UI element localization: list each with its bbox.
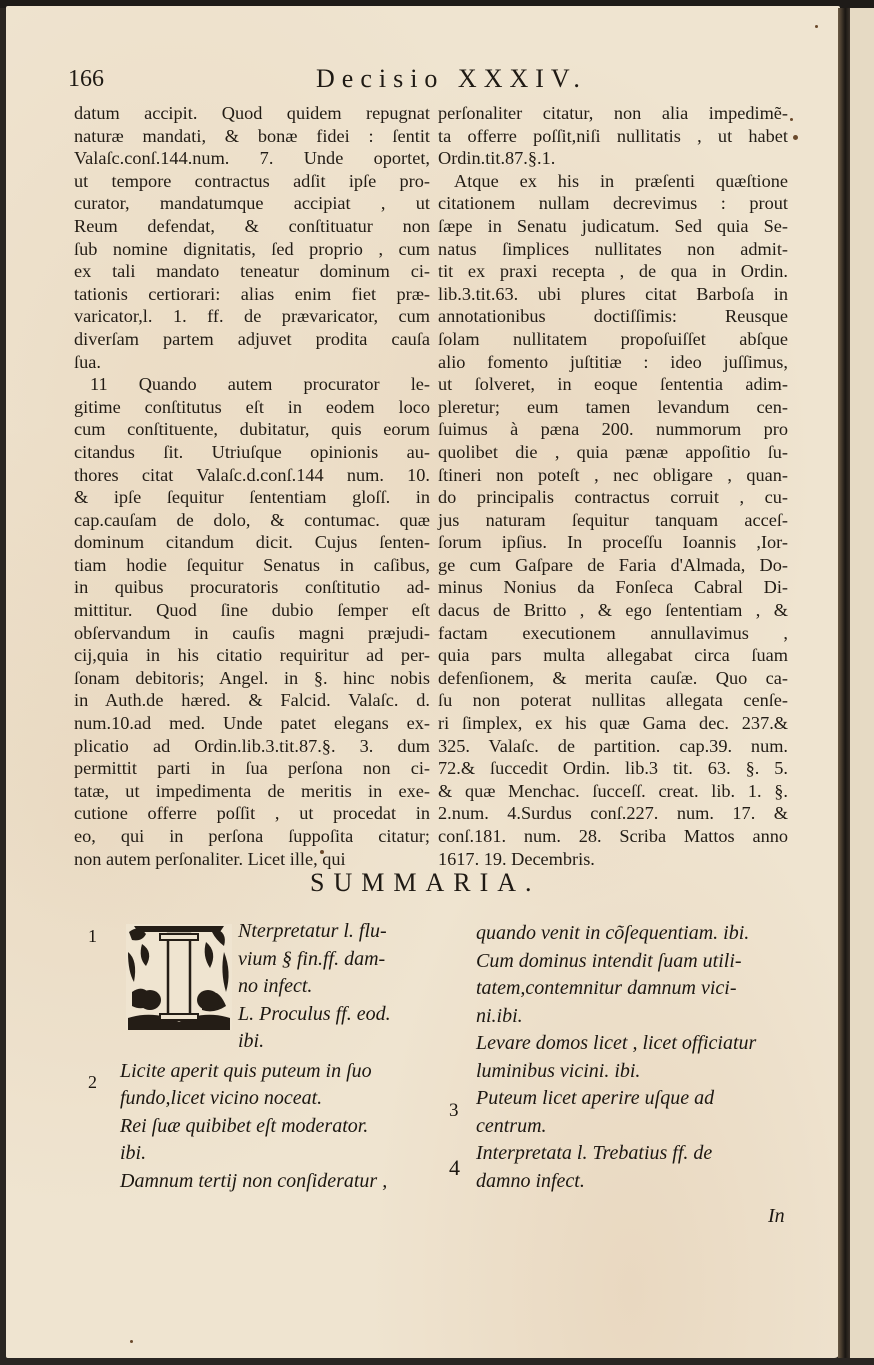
text-line: tiam hodie ſequitur Senatus in caſibus, <box>74 554 430 575</box>
summary-line: quando venit in cõſequentiam. ibi. <box>476 922 750 944</box>
text-line: Valaſc.conſ.144.num. 7. Unde oportet, <box>74 148 430 169</box>
summary-number: 3 <box>449 1100 459 1121</box>
text-line: jus naturam ſequitur tanquam acceſ- <box>438 509 788 530</box>
text-line: ſub nomine dignitatis, ſed proprio , cum <box>74 238 430 259</box>
text-line: Ordin.tit.87.§.1. <box>438 148 556 169</box>
text-line: 325. Valaſc. de partition. cap.39. num. <box>438 735 788 756</box>
text-line: gitime conſtitutus eſt in eodem loco <box>74 396 430 417</box>
text-line: diverſam partem adjuvet prodita cauſa <box>74 328 430 349</box>
running-title: Decisio XXXIV. <box>316 64 587 93</box>
text-line: ſæpe in Senatu judicatum. Sed quia Se- <box>438 215 788 236</box>
facing-page-edge <box>850 8 874 1358</box>
text-line: ſtineri non poteſt , nec obligare , quan- <box>438 464 788 485</box>
text-line: natus ſimplices nullitates non admit- <box>438 238 788 259</box>
text-line: ſonam debitoris; Angel. in §. hinc nobis <box>74 667 430 688</box>
summary-line: Damnum tertij non conſideratur , <box>120 1169 388 1192</box>
left-text-column <box>74 102 430 870</box>
text-line: perſonaliter citatur, non alia impedimẽ- <box>438 103 788 123</box>
summary-number: 2 <box>88 1072 97 1092</box>
foxing-spot <box>130 1340 133 1343</box>
summary-number: 1 <box>88 926 97 946</box>
text-line: permittit parti in ſua perſona non ci- <box>74 758 430 779</box>
text-line: tit ex praxi recepta , de qua in Ordin. <box>438 261 788 282</box>
text-line: datum accipit. Quod quidem repugnat <box>74 103 430 123</box>
right-text-column <box>438 102 788 870</box>
foxing-spot <box>793 135 798 140</box>
text-line: dacus de Britto , & ego ſententiam , & <box>438 600 788 621</box>
text-line: in quibus procuratoris conſtitutio ad- <box>74 577 430 598</box>
summary-line: tatem,contemnitur damnum vici- <box>476 977 737 999</box>
text-line: dominum citandum dicit. Cujus ſenten- <box>74 532 430 553</box>
summary-line: vium § fin.ff. dam- <box>238 947 386 970</box>
text-line: citandus ſit. Utriuſque opinionis au- <box>74 441 430 462</box>
text-line: conſ.181. num. 28. Scriba Mattos anno <box>438 826 788 846</box>
foxing-spot <box>815 25 818 28</box>
text-line: ſu non poterat nullitas allegata cenſe- <box>438 690 788 711</box>
text-line: minus Nonius da Fonſeca Cabral Di- <box>438 577 788 598</box>
text-line: curator, mandatumque accipiat , ut <box>74 193 430 214</box>
catchword: In <box>768 1205 785 1227</box>
text-line: cap.cauſam de dolo, & contumac. quæ <box>74 509 430 530</box>
text-line: cutione offerre poſſit , ut procedat in <box>74 803 430 824</box>
text-line: ta offerre poſſit,niſi nullitatis , ut habet <box>438 125 788 146</box>
summary-line: centrum. <box>476 1114 547 1137</box>
summary-line: Cum dominus intendit ſuam utili- <box>476 949 742 972</box>
text-line: 72.& ſuccedit Ordin. lib.3 tit. 63. §. 5. <box>438 758 788 779</box>
summary-line: luminibus vicini. ibi. <box>476 1059 641 1082</box>
text-line: citationem nullam decrevimus : prout <box>438 193 788 214</box>
summary-line: Levare domos licet , licet officiatur <box>476 1032 757 1054</box>
text-line: quia pars multa allegabat circa ſuam <box>438 645 788 666</box>
summary-line: Rei ſuæ quibibet eſt moderator. <box>120 1114 369 1137</box>
summary-line: damno infect. <box>476 1169 585 1192</box>
book-gutter <box>838 8 850 1358</box>
text-line: pleretur; eum tamen levandum cen- <box>438 396 788 417</box>
summary-line: ibi. <box>238 1030 265 1052</box>
text-line: naturæ mandati, & bonæ fidei : ſentit <box>74 125 430 146</box>
summary-line: L. Proculus ff. eod. <box>238 1002 391 1025</box>
summary-line: Interpretata l. Trebatius ff. de <box>476 1142 713 1164</box>
text-line: ri ſimplex, ex his quæ Gama dec. 237.& <box>438 713 788 734</box>
text-line: ut ſolveret, in eoque ſententia adim- <box>438 374 788 395</box>
text-line: 11 Quando autem procurator le- <box>90 374 430 395</box>
text-line: lib.3.tit.63. ubi plures citat Barboſa in <box>438 283 788 304</box>
summary-number: 4 <box>449 1155 460 1180</box>
text-line: do principalis contractus corruit , cu- <box>438 487 788 508</box>
text-line: ge cum Gaſpare de Faria d'Almada, Do- <box>438 554 788 575</box>
text-line: cij,quia in his citatio requiritur ad per- <box>74 645 430 666</box>
text-line: ſua. <box>74 351 101 372</box>
text-line: alio fomento juſtitiæ : ideo juſſimus, <box>438 351 788 372</box>
text-line: eo, qui in perſona ſuppoſita citatur; <box>74 826 430 846</box>
text-line: mittitur. Quod ſine dubio ſemper eſt <box>74 600 430 621</box>
text-line: ſuimus à pæna 200. nummorum pro <box>438 419 788 440</box>
summary-line: Licite aperit quis puteum in ſuo <box>120 1059 372 1082</box>
foxing-spot <box>790 118 793 121</box>
summaria-heading: SUMMARIA. <box>310 868 541 897</box>
summary-line: Puteum licet aperire uſque ad <box>476 1087 715 1109</box>
text-line: Atque ex his in præſenti quæſtione <box>454 170 788 191</box>
text-line: ſorum ipſius. In proceſſu Ioannis ,Ior- <box>438 532 788 553</box>
text-line: num.10.ad med. Unde patet elegans ex- <box>74 713 430 734</box>
summary-line: fundo,licet vicino noceat. <box>120 1087 323 1109</box>
summary-line: no infect. <box>238 975 313 997</box>
text-line: factam executionem annullavimus , <box>438 622 788 643</box>
text-line: ut tempore contractus adſit ipſe pro- <box>74 170 430 191</box>
text-line: obſervandum in cauſis magni præjudi- <box>74 622 430 643</box>
page-header <box>68 64 780 98</box>
text-line: annotationibus doctiſſimis: Reusque <box>438 306 788 327</box>
text-line: non autem perſonaliter. Licet ille, qui <box>74 848 346 869</box>
summary-line: ibi. <box>120 1142 147 1164</box>
summaria-right-column <box>476 920 792 1195</box>
text-line: cum conſtituente, dubitatur, quis eorum <box>74 419 430 440</box>
text-line: thores citat Valaſc.d.conſ.144 num. 10. <box>74 464 430 485</box>
text-line: tatæ, ut impedimenta de meritis in exe- <box>74 780 430 801</box>
text-line: ſolam nullitatem propoſuiſſet abſque <box>438 328 788 349</box>
text-line: plicatio ad Ordin.lib.3.tit.87.§. 3. dum <box>74 735 430 756</box>
text-line: in Auth.de hæred. & Falcid. Valaſc. d. <box>74 690 430 711</box>
text-line: varicator,l. 1. ff. de prævaricator, cum <box>74 306 430 327</box>
text-line: tationis certiorari: alias enim fiet præ- <box>74 283 430 304</box>
text-line: quolibet die , quia pænæ appoſitio ſu- <box>438 441 788 462</box>
summary-line: Nterpretatur l. flu- <box>238 920 387 942</box>
text-line: ex tali mandato teneatur dominum ci- <box>74 261 430 282</box>
text-line: & quæ Menchac. ſucceſſ. creat. lib. 1. §. <box>438 780 788 801</box>
summaria-left-column <box>120 918 440 1195</box>
text-line: 1617. 19. Decembris. <box>438 848 595 869</box>
summary-line: ni.ibi. <box>476 1004 523 1027</box>
text-line: Reum defendat, & conſtituatur non <box>74 215 430 236</box>
page-number: 166 <box>68 66 104 92</box>
text-line: defenſionem, & merita cauſæ. Quo ca- <box>438 667 788 688</box>
text-line: 2.num. 4.Surdus conſ.227. num. 17. & <box>438 803 788 824</box>
text-line: & ipſe ſequitur ſententiam gloſſ. in <box>74 487 430 508</box>
